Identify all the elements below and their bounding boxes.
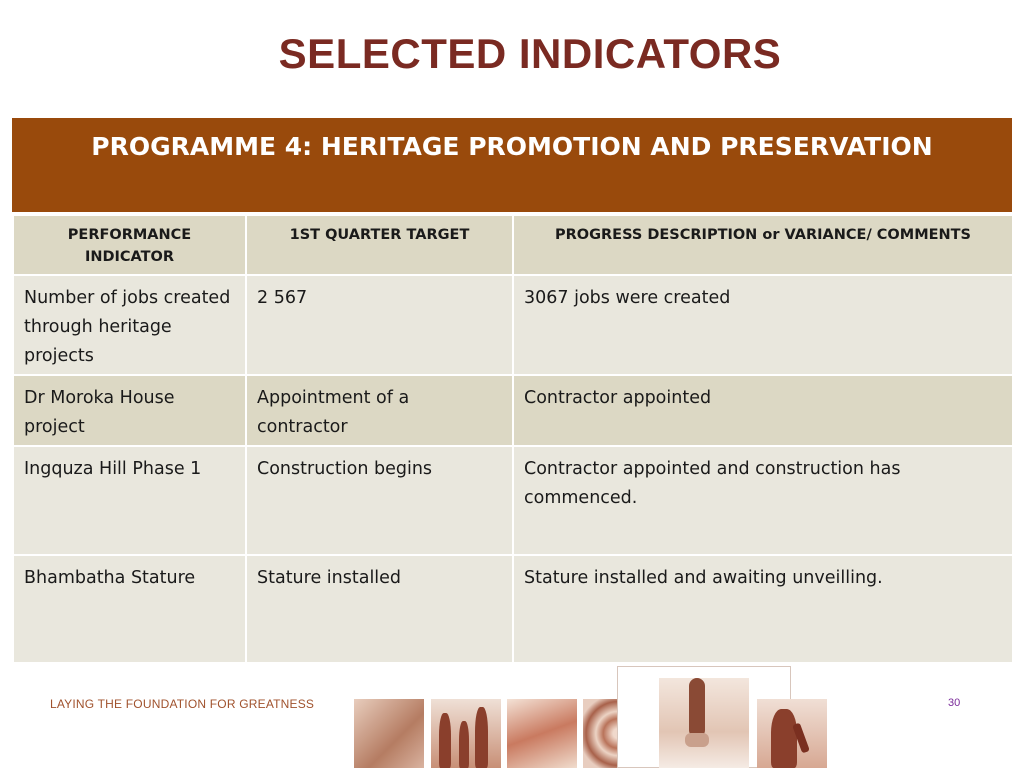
table-header-row [13,215,1013,275]
table-row [13,375,1013,446]
table-cell: Appointment of a contractor [246,375,513,446]
table-row [13,275,1013,375]
table-row [13,555,1013,663]
column-header-performance-indicator: PERFORMANCE INDICATOR [13,215,246,275]
column-header-quarter-target: 1ST QUARTER TARGET [246,215,513,275]
table-cell: 3067 jobs were created [513,275,1013,375]
film-reel-photo [507,699,577,768]
table-row [13,446,1013,555]
table-cell: Stature installed and awaiting unveilling. [513,555,1013,663]
table-cell: Ingquza Hill Phase 1 [13,446,246,555]
page-number: 30 [948,697,961,709]
table-cell: 2 567 [246,275,513,375]
column-header-progress-description: PROGRESS DESCRIPTION or VARIANCE/ COMMENTS [513,215,1013,275]
hands-photo [354,699,424,768]
programme-header: PROGRAMME 4: HERITAGE PROMOTION AND PRESERVATION [12,118,1012,214]
footer-tagline: LAYING THE FOUNDATION FOR GREATNESS [50,697,315,711]
table-cell: Bhambatha Stature [13,555,246,663]
table-cell: Stature installed [246,555,513,663]
table-cell: Number of jobs created through heritage projects [13,275,246,375]
slide-title: SELECTED INDICATORS [278,30,782,77]
table-cell: Contractor appointed [513,375,1013,446]
table-cell: Construction begins [246,446,513,555]
family-silhouette-photo [431,699,501,768]
indicators-table [12,214,1014,664]
indicators-table-container [12,118,1012,664]
table-cell: Contractor appointed and construction has commenced. [513,446,1013,555]
table-cell: Dr Moroka House project [13,375,246,446]
ballet-feet-photo [659,678,749,768]
saxophone-player-photo [757,699,827,768]
